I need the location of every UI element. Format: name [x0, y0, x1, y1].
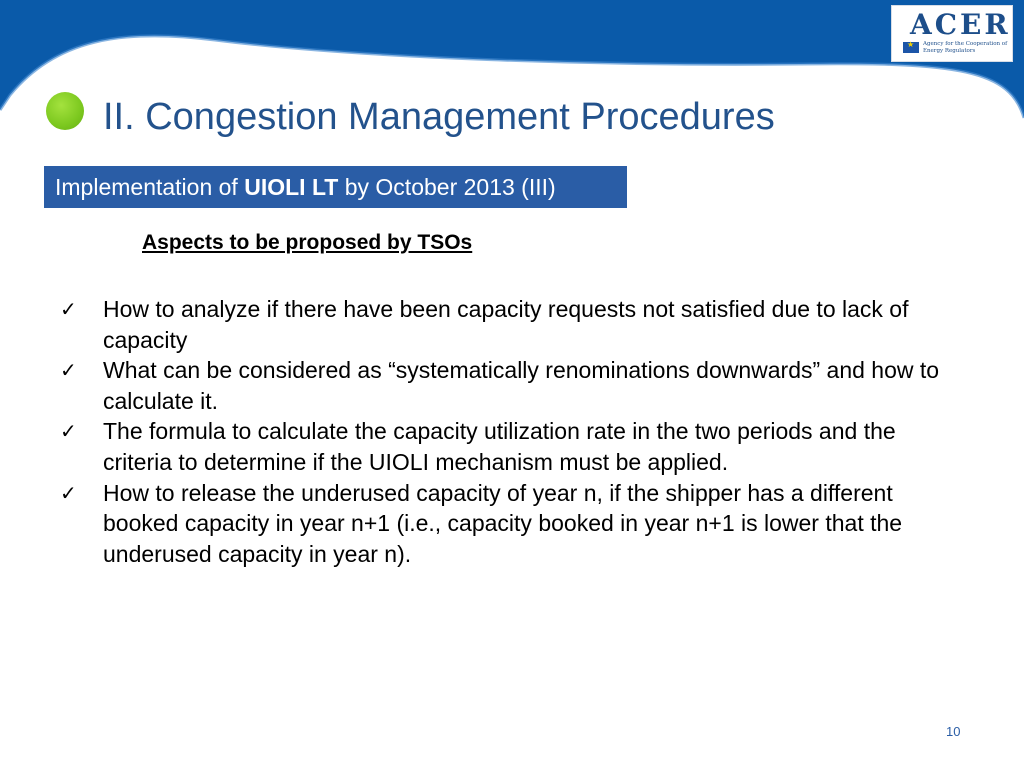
page-title: II. Congestion Management Procedures [103, 96, 775, 138]
aspects-checklist [60, 294, 960, 569]
subtitle-emphasis: UIOLI LT [244, 174, 339, 200]
checkmark-icon: ✓ [60, 297, 77, 321]
checkmark-icon: ✓ [60, 358, 77, 383]
section-heading: Aspects to be proposed by TSOs [142, 231, 473, 254]
list-item-text: What can be considered as “systematically renominations downwards” and how to calculate it. [103, 357, 940, 414]
list-item [60, 355, 960, 416]
subtitle-suffix: by October 2013 (III) [338, 174, 556, 200]
subtitle-banner [44, 166, 627, 208]
list-item-text: How to analyze if there have been capacity requests not satisfied due to lack of capacity [103, 296, 909, 353]
list-item-text: How to release the underused capacity of year n, if the shipper has a different booked capacity in year n+1 (i.e., capacity booked in year n+1 is lower that the underused capacity in year n). [103, 479, 903, 567]
logo-wordmark: ACER [910, 8, 1011, 41]
list-item [60, 416, 960, 477]
page-number: 10 [946, 724, 961, 739]
subtitle-prefix: Implementation of [55, 174, 245, 200]
acer-logo [891, 5, 1013, 62]
list-item [60, 478, 960, 570]
eu-flag-icon [903, 42, 919, 53]
checkmark-icon: ✓ [60, 480, 77, 505]
list-item-text: The formula to calculate the capacity utilization rate in the two periods and the criteria to determine if the UIOLI mechanism must be applied. [103, 418, 896, 475]
list-item [60, 294, 960, 355]
logo-tagline: Agency for the Cooperation of Energy Regulators [923, 41, 1008, 54]
checkmark-icon: ✓ [60, 419, 77, 444]
title-bullet-icon [46, 92, 84, 130]
